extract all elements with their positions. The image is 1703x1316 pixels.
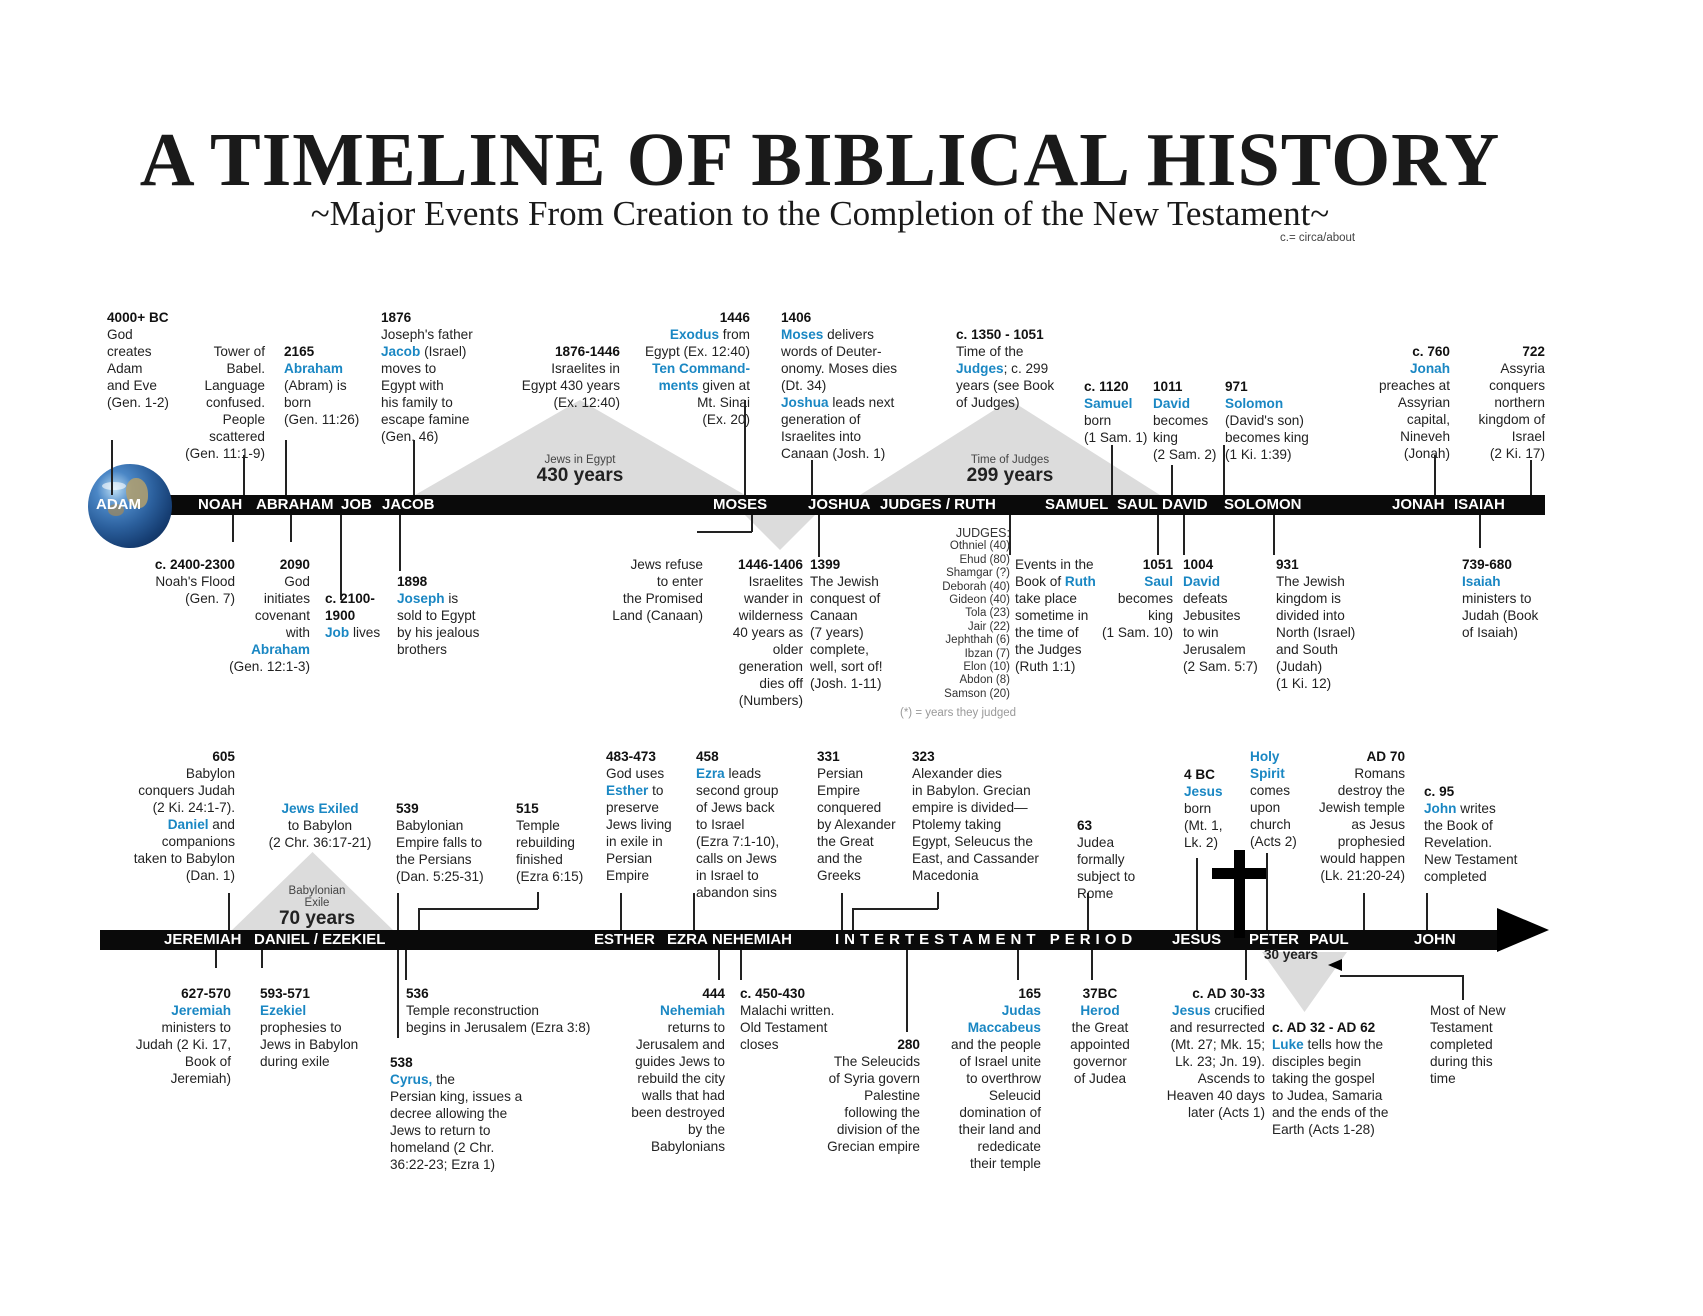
- bar-label-solomon: SOLOMON: [1224, 496, 1302, 513]
- event-israelites-egypt: 1876-1446 Israelites in Egypt 430 years (Ex. 12:40): [521, 344, 620, 410]
- judges-note: (*) = years they judged: [900, 707, 1017, 719]
- event-covenant: 2090 God initiates covenant with Abraham (Gen. 12:1-3): [229, 557, 310, 674]
- connector-line: [405, 950, 407, 980]
- event-holy-spirit: Holy Spirit comes upon church (Acts 2): [1250, 749, 1297, 849]
- connector-line: [1479, 515, 1481, 548]
- event-esther: 483-473 God uses Esther to preserve Jews living in exile in Persian Empire: [606, 749, 672, 883]
- connector-line: [818, 515, 820, 557]
- event-jacob-egypt: 1876 Joseph's father Jacob (Israel) moves to Egypt with his family to escape famine (Gen. 46): [381, 310, 473, 444]
- event-babylon-conquers-judah: 605 Babylon conquers Judah (2 Ki. 24:1-7). Daniel and companions taken to Babylon (Dan. 1): [133, 749, 235, 883]
- event-malachi: c. 450-430 Malachi written. Old Testament closes: [740, 986, 835, 1052]
- connector-line: [852, 908, 938, 910]
- event-assyria: 722 Assyria conquers northern kingdom of Israel (2 Ki. 17): [1478, 344, 1545, 461]
- event-cyrus: 538 Cyrus, the Persian king, issues a decree allowing the Jews to return to homeland (2 Chr. 36:22-23; Ezra 1): [390, 1055, 523, 1172]
- bar-label-judges-ruth: JUDGES / RUTH: [880, 496, 996, 513]
- connector-line: [1530, 460, 1532, 495]
- connector-line: [1111, 445, 1113, 495]
- connector-line: [693, 893, 695, 930]
- bar-label-jesus: JESUS: [1172, 931, 1222, 948]
- judges-list: JUDGES: Othniel (40) Ehud (80) Shamgar (?) Deborah (40) Gideon (40) Tola (23) Jair (22) Jephthah (6) Ibzan (7) Elon (10) Abdon (8) Samson (20): [942, 526, 1010, 700]
- event-judges-time: c. 1350 - 1051 Time of the Judges; c. 299 years (see Book of Judges): [956, 327, 1055, 410]
- connector-line: [1196, 858, 1198, 930]
- event-joseph: 1898 Joseph is sold to Egypt by his jealous brothers: [397, 574, 480, 657]
- event-saul-king: 1051 Saul becomes king (1 Sam. 10): [1101, 557, 1173, 640]
- cross-icon: [1234, 850, 1245, 938]
- connector-line: [397, 893, 399, 930]
- connector-line: [215, 950, 217, 968]
- connector-line: [937, 892, 939, 909]
- event-jebusites: 1004 David defeats Jebusites to win Jerusalem (2 Sam. 5:7): [1183, 557, 1258, 674]
- connector-line: [1171, 465, 1173, 495]
- event-creation: 4000+ BC God creates Adam and Eve (Gen. 1-2): [107, 310, 169, 410]
- event-ezekiel: 593-571 Ezekiel prophesies to Jews in Babylon during exile: [260, 986, 359, 1069]
- connector-line: [418, 908, 420, 930]
- event-herod: 37BC Herod the Great appointed governor of Judea: [1070, 986, 1130, 1086]
- bar-label-adam: ADAM: [96, 496, 141, 513]
- event-samuel-born: c. 1120 Samuel born (1 Sam. 1): [1084, 379, 1148, 445]
- event-nehemiah: 444 Nehemiah returns to Jerusalem and guides Jews to rebuild the city walls that had been destroyed by the Babylonians: [631, 986, 725, 1154]
- event-abraham-born: 2165 Abraham (Abram) is born (Gen. 11:26): [284, 344, 360, 427]
- bar-label-ezra: EZRA: [667, 931, 708, 948]
- connector-line: [811, 460, 813, 495]
- connector-line: [740, 950, 742, 980]
- event-moses-dies: 1406 Moses delivers words of Deuter- onomy. Moses dies (Dt. 34) Joshua leads next generation of Israelites into Canaan (Josh. 1): [781, 310, 898, 461]
- connector-line: [1426, 893, 1428, 930]
- event-jews-exiled: Jews Exiled to Babylon (2 Chr. 36:17-21): [268, 801, 372, 850]
- event-job: c. 2100- 1900 Job lives: [325, 591, 381, 640]
- connector-line: [290, 515, 292, 542]
- bar-label-daniel-ezekiel: DANIEL / EZEKIEL: [254, 931, 386, 948]
- bar-label-peter: PETER: [1249, 931, 1300, 948]
- connector-line: [261, 950, 263, 968]
- connector-line: [620, 893, 622, 930]
- page-subtitle: ~Major Events From Creation to the Completion of the New Testament~: [310, 194, 1330, 233]
- bar-label-jeremiah: JEREMIAH: [164, 931, 242, 948]
- bar-label-isaiah: ISAIAH: [1454, 496, 1505, 513]
- connector-line: [1091, 950, 1093, 980]
- judges-span-label: Time of Judges 299 years: [966, 454, 1054, 487]
- cross-icon-bar: [1212, 868, 1267, 879]
- bar-label-esther: ESTHER: [594, 931, 655, 948]
- bar-label-nehemiah: NEHEMIAH: [712, 931, 793, 948]
- event-maccabeus: 165 Judas Maccabeus and the people of Israel unite to overthrow Seleucid domination of their land and rededicate their temple: [951, 986, 1041, 1171]
- event-flood: c. 2400-2300 Noah's Flood (Gen. 7): [154, 557, 235, 606]
- event-greek-empire-divided: 323 Alexander dies in Babylon. Grecian empire is divided— Ptolemy taking Egypt, Seleucus the East, and Cassander Macedonia: [912, 749, 1039, 883]
- event-jesus-born: 4 BC Jesus born (Mt. 1, Lk. 2): [1184, 767, 1223, 850]
- connector-line: [1017, 950, 1019, 980]
- bar-label-jonah: JONAH: [1392, 496, 1445, 513]
- event-jeremiah: 627-570 Jeremiah ministers to Judah (2 Ki. 17, Book of Jeremiah): [135, 986, 231, 1086]
- connector-line: [418, 908, 538, 910]
- connector-line: [228, 893, 230, 930]
- event-revelation: c. 95 John writes the Book of Revelation. New Testament completed: [1424, 784, 1518, 884]
- event-seleucids: 280 The Seleucids of Syria govern Palestine following the division of the Grecian empire: [827, 1037, 920, 1154]
- connector-line: [697, 531, 752, 533]
- event-temple-finished: 515 Temple rebuilding finished (Ezra 6:15): [516, 801, 584, 884]
- connector-line: [718, 950, 720, 980]
- bar-label-saul: SAUL: [1117, 496, 1158, 513]
- event-isaiah: 739-680 Isaiah ministers to Judah (Book of Isaiah): [1462, 557, 1539, 640]
- event-persians: 539 Babylonian Empire falls to the Persians (Dan. 5:25-31): [396, 801, 484, 884]
- connector-line: [285, 440, 287, 495]
- event-kingdom-divided: 931 The Jewish kingdom is divided into North (Israel) and South (Judah) (1 Ki. 12): [1276, 557, 1356, 691]
- bar-label-intertestament: INTERTESTAMENT PERIOD: [835, 931, 1138, 948]
- egypt-span-triangle-lower: [745, 515, 815, 550]
- connector-line: [340, 515, 342, 600]
- circa-note: c.= circa/about: [1280, 232, 1356, 244]
- connector-line: [751, 515, 753, 532]
- exile-span-label: Babylonian Exile 70 years: [278, 885, 356, 930]
- event-temple-reconstruction: 536 Temple reconstruction begins in Jerusalem (Ezra 3:8): [406, 986, 591, 1035]
- event-ezra: 458 Ezra leads second group of Jews back to Israel (Ezra 7:1-10), calls on Jews in Israel to abandon sins: [696, 749, 780, 900]
- event-temple-destroyed: AD 70 Romans destroy the Jewish temple as Jesus prophesied would happen (Lk. 21:20-24): [1318, 749, 1405, 883]
- apostles-span-label: 30 years: [1264, 947, 1319, 962]
- bar-label-moses: MOSES: [713, 496, 768, 513]
- egypt-span-label: Jews in Egypt 430 years: [536, 454, 624, 487]
- bar-label-john: JOHN: [1414, 931, 1456, 948]
- timeline-arrowhead: [1497, 908, 1549, 952]
- event-exodus: 1446 Exodus from Egypt (Ex. 12:40) Ten Command- ments given at Mt. Sinai (Ex. 20): [644, 310, 750, 427]
- connector-line: [1157, 515, 1159, 555]
- bar-label-joshua: JOSHUA: [808, 496, 871, 513]
- connector-line: [841, 893, 843, 930]
- bar-label-abraham: ABRAHAM: [256, 496, 334, 513]
- event-conquest: 1399 The Jewish conquest of Canaan (7 years) complete, well, sort of! (Josh. 1-11): [810, 557, 883, 691]
- event-luke-acts: c. AD 32 - AD 62 Luke tells how the disciples begin taking the gospel to Judea, Samaria and the ends of the Earth (Acts 1-28): [1272, 1020, 1389, 1137]
- bar-label-job: JOB: [341, 496, 372, 513]
- connector-line: [232, 515, 234, 542]
- event-wander: 1446-1406 Israelites wander in wilderness 40 years as older generation dies off (Numbers): [732, 557, 803, 708]
- arrow-icon: [1328, 959, 1342, 971]
- connector-line: [1245, 950, 1247, 980]
- page-title: A TIMELINE OF BIBLICAL HISTORY: [139, 118, 1501, 202]
- connector-line: [1462, 975, 1464, 1000]
- connector-line: [397, 950, 399, 1038]
- event-refuse-canaan: Jews refuse to enter the Promised Land (Canaan): [612, 557, 703, 623]
- event-nt-completed: Most of New Testament completed during this time: [1430, 1003, 1506, 1086]
- connector-line: [1183, 515, 1185, 555]
- connector-line: [413, 440, 415, 495]
- event-solomon: 971 Solomon (David's son) becomes king (1 Ki. 1:39): [1225, 379, 1309, 462]
- bar-label-noah: NOAH: [198, 496, 243, 513]
- bar-label-paul: PAUL: [1309, 931, 1349, 948]
- connector-line: [852, 908, 854, 930]
- connector-line: [1266, 853, 1268, 930]
- connector-line: [1273, 515, 1275, 555]
- bar-label-jacob: JACOB: [382, 496, 435, 513]
- event-crucifixion: c. AD 30-33 Jesus crucified and resurrected (Mt. 27; Mk. 15; Lk. 23; Jn. 19). Ascends to Heaven 40 days later (Acts 1): [1166, 986, 1265, 1120]
- event-rome: 63 Judea formally subject to Rome: [1077, 818, 1136, 901]
- connector-line: [111, 440, 113, 495]
- event-alexander: 331 Persian Empire conquered by Alexander the Great and the Greeks: [817, 749, 896, 883]
- connector-line: [537, 892, 539, 909]
- connector-line: [1363, 893, 1365, 930]
- event-jonah: c. 760 Jonah preaches at Assyrian capital, Nineveh (Jonah): [1378, 344, 1450, 461]
- connector-line: [906, 950, 908, 1032]
- connector-line: [399, 515, 401, 571]
- connector-line: [1340, 975, 1463, 977]
- bar-label-samuel: SAMUEL: [1045, 496, 1109, 513]
- event-david-king: 1011 David becomes king (2 Sam. 2): [1153, 379, 1217, 462]
- event-babel: Tower of Babel. Language confused. People scattered (Gen. 11:1-9): [185, 344, 265, 461]
- event-ruth: Events in the Book of Ruth take place sometime in the time of the Judges (Ruth 1:1): [1015, 557, 1096, 674]
- bar-label-david: DAVID: [1162, 496, 1208, 513]
